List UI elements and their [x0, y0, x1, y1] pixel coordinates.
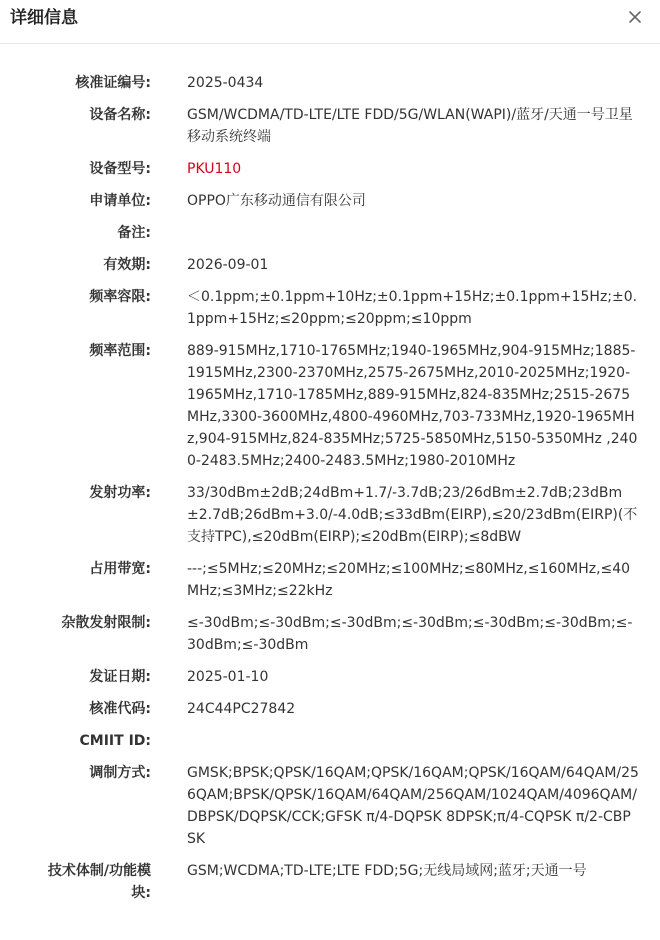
field-value — [187, 222, 639, 244]
field-row-approval-number — [0, 72, 660, 94]
field-label: 申请单位: — [89, 193, 151, 209]
field-label: 频率容限: — [89, 289, 151, 305]
field-value: 33/30dBm±2dB;24dBm+1.7/-3.7dB;23/26dBm±2.7dB;23dBm±2.7dB;26dBm+3.0/-4.0dB;≤33dBm(EIRP),≤20/23dBm(EIRP)(不支持TPC),≤20dBm(EIRP);≤20dBm(EIRP);≤8dBW — [187, 485, 638, 545]
field-label: 技术体制/功能模块: — [47, 863, 151, 901]
field-label: 设备名称: — [89, 107, 151, 123]
field-value: GSM/WCDMA/TD-LTE/LTE FDD/5G/WLAN(WAPI)/蓝牙/天通一号卫星移动系统终端 — [187, 107, 633, 145]
field-label: 发射功率: — [89, 485, 151, 501]
field-value: ＜0.1ppm;±0.1ppm+10Hz;±0.1ppm+15Hz;±0.1ppm+15Hz;±0.1ppm+15Hz;≤20ppm;≤20ppm;≤10ppm — [187, 289, 638, 327]
dialog-header — [0, 0, 660, 44]
field-row-frequency-range — [0, 340, 660, 472]
field-label: 杂散发射限制: — [61, 615, 151, 631]
detail-content — [0, 72, 660, 914]
field-value — [187, 730, 639, 752]
field-value-model: PKU110 — [187, 161, 242, 177]
dialog-title: 详细信息 — [10, 8, 78, 28]
field-row-modulation — [0, 762, 660, 850]
field-label: 发证日期: — [89, 669, 151, 685]
field-row-transmit-power — [0, 482, 660, 548]
field-value: GSM;WCDMA;TD-LTE;LTE FDD;5G;无线局域网;蓝牙;天通一号 — [187, 863, 587, 879]
field-value: 2026-09-01 — [187, 257, 269, 273]
field-label: 有效期: — [103, 257, 151, 273]
field-label: 占用带宽: — [89, 561, 151, 577]
field-value: GMSK;BPSK;QPSK/16QAM;QPSK/16QAM;QPSK/16QAM/64QAM/256QAM;BPSK/QPSK/16QAM/64QAM/256QAM/1024QAM/4096QAM/DBPSK/DQPSK/CCK;GFSK π/4-DQPSK 8DPSK;π/4-CQPSK π/2-CBPSK — [187, 765, 639, 847]
field-label: 核准代码: — [89, 701, 151, 717]
field-row-device-model — [0, 158, 660, 180]
field-value: ≤-30dBm;≤-30dBm;≤-30dBm;≤-30dBm;≤-30dBm;≤-30dBm;≤-30dBm;≤-30dBm — [187, 615, 633, 653]
field-label: 调制方式: — [89, 765, 151, 781]
field-label: CMIIT ID: — [79, 733, 151, 749]
field-row-remarks — [0, 222, 660, 244]
field-value: 24C44PC27842 — [187, 701, 296, 717]
field-row-frequency-tolerance — [0, 286, 660, 330]
field-label: 设备型号: — [89, 161, 151, 177]
field-value: 889-915MHz,1710-1765MHz;1940-1965MHz,904-915MHz;1885-1915MHz,2300-2370MHz,2575-2675MHz,2010-2025MHz;1920-1965MHz,1710-1785MHz,889-915MHz,824-835MHz;2515-2675MHz,3300-3600MHz,4800-4960MHz,703-733MHz,1920-1965MHz,904-915MHz,824-835MHz;5725-5850MHz,5150-5350MHz ,2400-2483.5MHz;2400-2483.5MHz;1980-2010MHz — [187, 343, 638, 469]
close-icon — [624, 6, 646, 28]
close-button[interactable] — [624, 6, 646, 28]
field-row-device-name — [0, 104, 660, 148]
field-value: 2025-01-10 — [187, 669, 269, 685]
field-row-spurious-emission — [0, 612, 660, 656]
field-value: OPPO广东移动通信有限公司 — [187, 193, 366, 209]
field-label: 核准证编号: — [75, 75, 151, 91]
field-row-issue-date — [0, 666, 660, 688]
field-row-approval-code — [0, 698, 660, 720]
field-row-applicant — [0, 190, 660, 212]
field-label: 备注: — [117, 225, 151, 241]
field-value: 2025-0434 — [187, 75, 264, 91]
field-label: 频率范围: — [89, 343, 151, 359]
field-row-technology — [0, 860, 660, 904]
field-row-occupied-bandwidth — [0, 558, 660, 602]
field-row-cmiit-id — [0, 730, 660, 752]
field-value: ---;≤5MHz;≤20MHz;≤20MHz;≤100MHz;≤80MHz,≤160MHz,≤40MHz;≤3MHz;≤22kHz — [187, 561, 631, 599]
field-row-validity — [0, 254, 660, 276]
